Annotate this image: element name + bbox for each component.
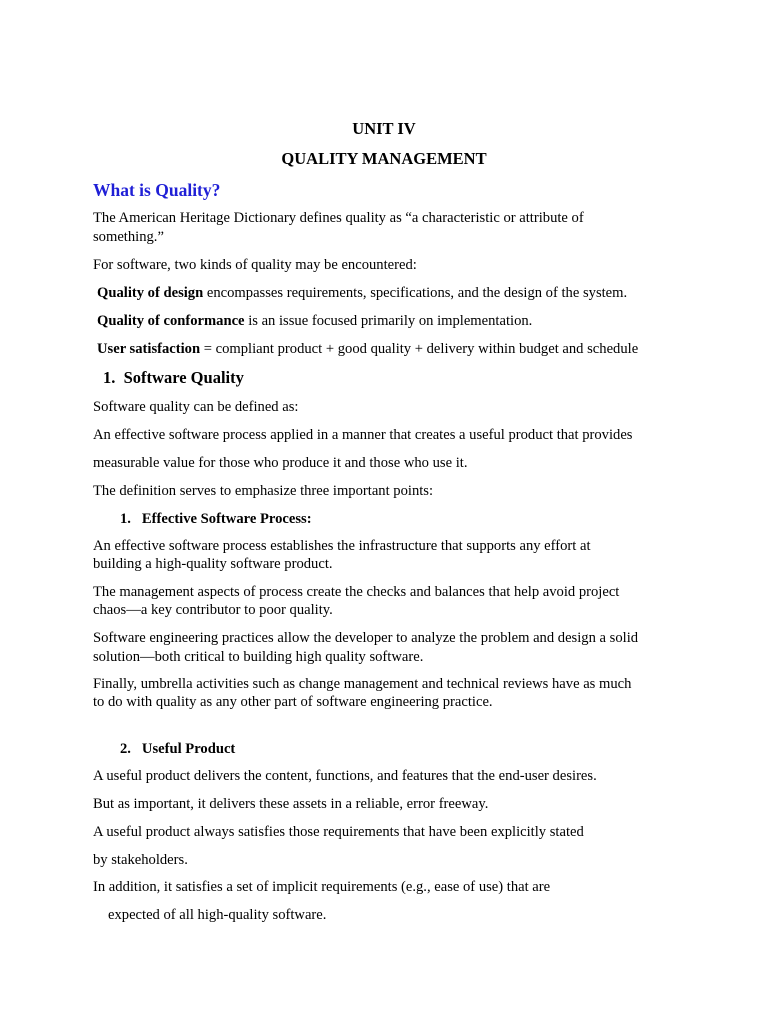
effective-process-p3-line1: Software engineering practices allow the developer to analyze the problem and design a solid: [93, 630, 639, 646]
quality-kinds-intro: For software, two kinds of quality may be encountered:: [93, 257, 417, 273]
software-quality-definition-line1: An effective software process applied in a manner that creates a useful product that provides: [93, 427, 633, 443]
quality-of-design-line: [97, 284, 627, 302]
user-satisfaction-line: [97, 340, 638, 358]
effective-process-p2-line2: chaos—a key contributor to poor quality.: [93, 602, 333, 618]
useful-product-line3: A useful product always satisfies those requirements that have been explicitly stated: [93, 824, 584, 840]
useful-product-heading: [120, 740, 235, 758]
effective-process-p2-line1: The management aspects of process create the checks and balances that help avoid project: [93, 584, 620, 600]
effective-process-p1-line2: building a high-quality software product.: [93, 556, 333, 572]
useful-product-line4: by stakeholders.: [93, 852, 188, 868]
effective-process-heading: [120, 510, 312, 528]
software-quality-number: 1.: [103, 368, 116, 387]
software-quality-defined-as: Software quality can be defined as:: [93, 399, 299, 415]
what-is-quality-heading: What is Quality?: [93, 180, 221, 200]
effective-process-p1-line1: An effective software process establishes the infrastructure that supports any effort at: [93, 538, 591, 554]
useful-product-line6: expected of all high-quality software.: [108, 907, 327, 923]
useful-product-line1: A useful product delivers the content, functions, and features that the end-user desires.: [93, 768, 597, 784]
effective-process-p4-line2: to do with quality as any other part of software engineering practice.: [93, 694, 493, 710]
unit-title: UNIT IV: [352, 119, 416, 138]
quality-of-conformance-text: is an issue focused primarily on implementation.: [244, 313, 533, 329]
quality-of-design-term: Quality of design: [97, 285, 204, 301]
quality-of-design-text: encompasses requirements, specifications, and the design of the system.: [203, 285, 628, 301]
three-points-intro: The definition serves to emphasize three important points:: [93, 483, 434, 499]
quality-of-conformance-term: Quality of conformance: [97, 313, 245, 329]
main-title: QUALITY MANAGEMENT: [281, 149, 487, 168]
quality-definition-line2: something.”: [93, 229, 164, 245]
effective-process-p3-line2: solution—both critical to building high quality software.: [93, 649, 424, 665]
software-quality-title: Software Quality: [123, 368, 244, 387]
useful-product-line5: In addition, it satisfies a set of implicit requirements (e.g., ease of use) that are: [93, 879, 551, 895]
effective-process-title: Effective Software Process:: [141, 511, 312, 527]
user-satisfaction-term: User satisfaction: [97, 341, 201, 357]
useful-product-title: Useful Product: [141, 741, 236, 757]
software-quality-definition-line2: measurable value for those who produce it and those who use it.: [93, 455, 468, 471]
quality-definition-line1: The American Heritage Dictionary defines quality as “a characteristic or attribute of: [93, 210, 584, 226]
user-satisfaction-text: = compliant product + good quality + delivery within budget and schedule: [200, 341, 639, 357]
software-quality-heading: [103, 369, 244, 387]
effective-process-number: 1.: [120, 511, 131, 527]
effective-process-p4-line1: Finally, umbrella activities such as change management and technical reviews have as much: [93, 676, 632, 692]
useful-product-line2: But as important, it delivers these assets in a reliable, error freeway.: [93, 796, 489, 812]
useful-product-number: 2.: [120, 741, 131, 757]
quality-of-conformance-line: [97, 312, 532, 330]
